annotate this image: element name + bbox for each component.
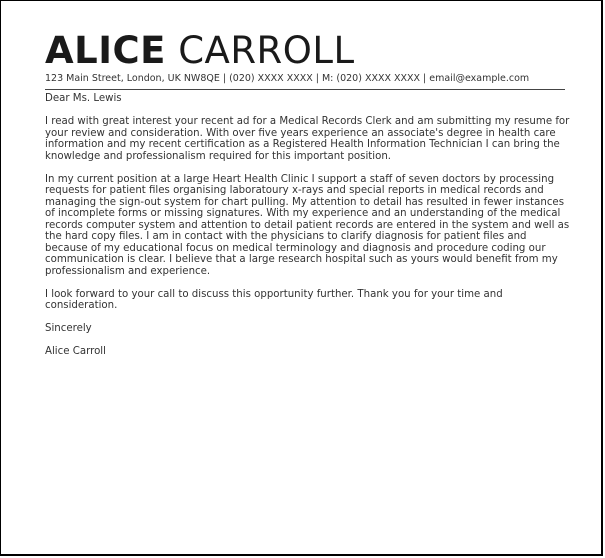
letterhead <box>45 31 565 90</box>
paragraph-closing: I look forward to your call to discuss this opportunity further. Thank you for your time and consideration. <box>45 288 503 311</box>
sender-name <box>45 31 565 71</box>
letter-body <box>45 93 570 369</box>
sender-last-name: CARROLL <box>178 29 355 72</box>
paragraph-experience: In my current position at a large Heart Health Clinic I support a staff of seven doctors by processing requests for patient files organising laboratoury x-rays and special reports in medical records and managing the sign-out system for chart pulling. My attention to detail has resulted in fewer instances of incomplete forms or missing signatures. With my experience and an understanding of the medical records computer system and attention to detail patient records are entered in the system and well as the hard copy files. I am in contact with the physicians to clarify diagnosis for patient files and because of my educational focus on medical terminology and diagnosis and procedure coding our communication is clear. I believe that a large research hospital such as yours would benefit from my professionalism and experience. <box>45 173 570 277</box>
signature: Alice Carroll <box>45 346 106 357</box>
sender-first-name: ALICE <box>45 29 166 72</box>
paragraph-intro: I read with great interest your recent ad for a Medical Records Clerk and am submitting my resume for your review and consideration. With over five years experience an associate's degree in health care information and my recent certification as a Registered Health Information Technician I can bring the knowledge and professionalism required for this important position. <box>45 116 570 162</box>
salutation: Dear Ms. Lewis <box>45 93 122 104</box>
contact-line: 123 Main Street, London, UK NW8QE | (020) XXXX XXXX | M: (020) XXXX XXXX | email@example.com <box>45 72 565 90</box>
closing: Sincerely <box>45 323 92 334</box>
